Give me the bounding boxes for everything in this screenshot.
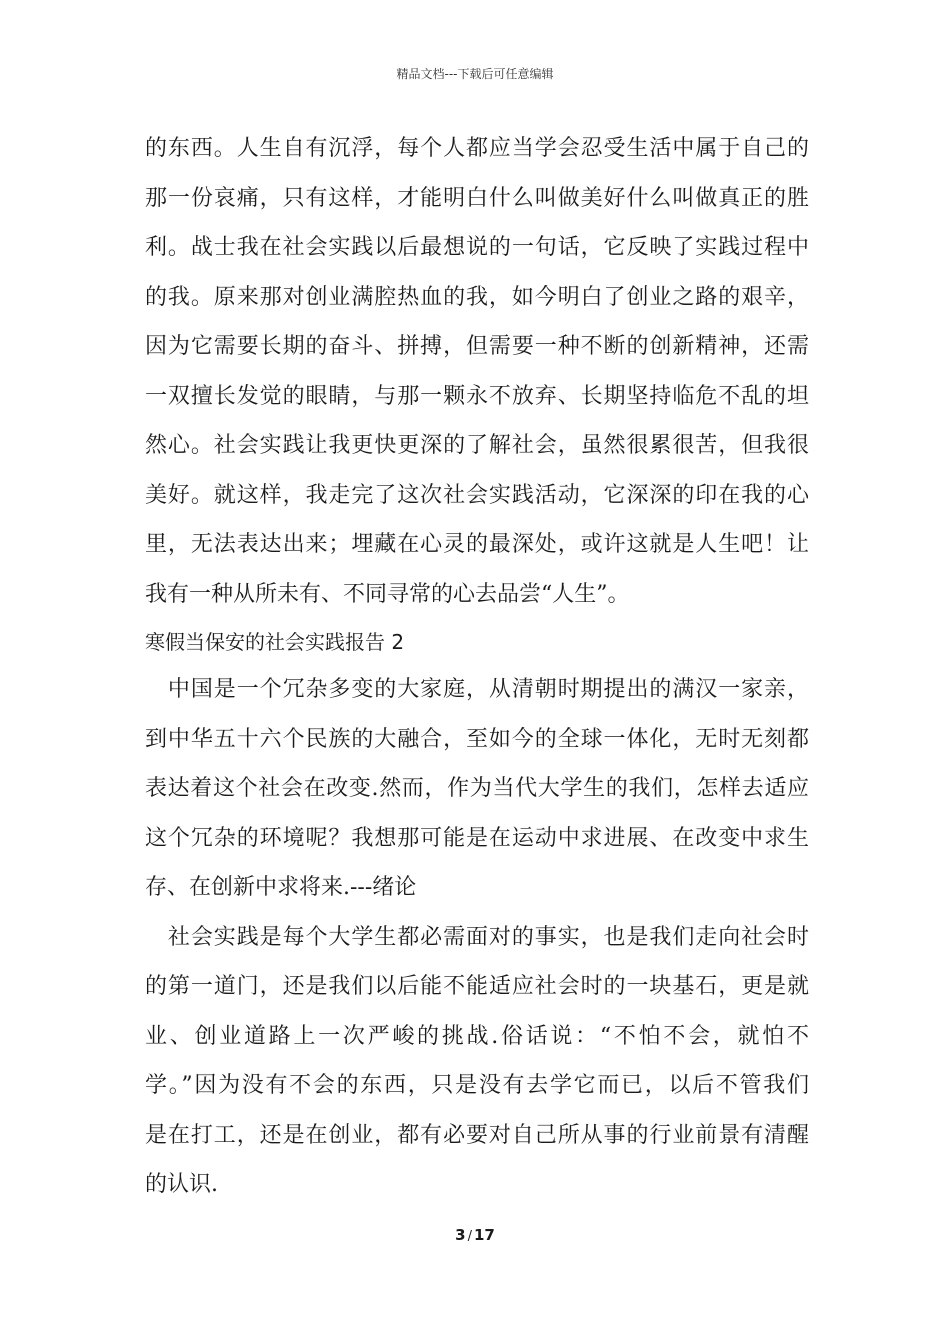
text-line: 表达着这个社会在改变.然而，作为当代大学生的我们，怎样去适应 xyxy=(145,776,809,801)
text-line: 中国是一个冗杂多变的大家庭，从清朝时期提出的满汉一家亲， xyxy=(145,677,809,702)
text-line: 这个冗杂的环境呢？我想那可能是在运动中求进展、在改变中求生 xyxy=(145,825,809,851)
text-line: 的认识. xyxy=(145,1172,218,1197)
page-header: 精品文档---下载后可任意编辑 xyxy=(396,67,554,81)
text-line: 那一份哀痛，只有这样，才能明白什么叫做美好什么叫做真正的胜 xyxy=(145,185,809,211)
paragraph-2 xyxy=(145,665,809,913)
text-line: 社会实践是每个大学生都必需面对的事实，也是我们走向社会时 xyxy=(145,924,809,950)
page-separator: / xyxy=(467,1229,472,1244)
document-body xyxy=(145,124,809,1210)
text-line: 到中华五十六个民族的大融合，至如今的全球一体化，无时无刻都 xyxy=(145,726,809,752)
text-line: 我有一种从所未有、不同寻常的心去品尝“人生”。 xyxy=(145,581,630,607)
text-line: 利。战士我在社会实践以后最想说的一句话，它反映了实践过程中 xyxy=(145,235,809,260)
current-page: 3 xyxy=(455,1226,466,1244)
text-line: 的东西。人生自有沉浮，每个人都应当学会忍受生活中属于自己的 xyxy=(145,136,809,161)
text-line: 的我。原来那对创业满腔热血的我，如今明白了创业之路的艰辛， xyxy=(145,284,809,310)
text-line: 里，无法表达出来；埋藏在心灵的最深处，或许这就是人生吧！让 xyxy=(145,532,809,557)
text-line: 因为它需要长期的奋斗、拼搏，但需要一种不断的创新精神，还需 xyxy=(145,334,809,359)
text-line: 一双擅长发觉的眼睛，与那一颗永不放弃、长期坚持临危不乱的坦 xyxy=(145,383,809,409)
text-line: 然心。社会实践让我更快更深的了解社会，虽然很累很苦，但我很 xyxy=(145,433,809,458)
text-line: 学。”因为没有不会的东西，只是没有去学它而已，以后不管我们 xyxy=(145,1073,809,1098)
total-pages: 17 xyxy=(473,1226,495,1244)
text-line: 的第一道门，还是我们以后能不能适应社会时的一块基石，更是就 xyxy=(145,974,809,999)
paragraph-3 xyxy=(145,913,809,1210)
text-line: 存、在创新中求将来.---绪论 xyxy=(145,875,417,900)
text-line: 业、创业道路上一次严峻的挑战.俗话说：“不怕不会，就怕不 xyxy=(145,1023,809,1049)
section-title: 寒假当保安的社会实践报告 2 xyxy=(145,630,405,654)
text-line: 是在打工，还是在创业，都有必要对自己所从事的行业前景有清醒 xyxy=(145,1122,809,1148)
paragraph-1 xyxy=(145,124,809,619)
text-line: 美好。就这样，我走完了这次社会实践活动，它深深的印在我的心 xyxy=(145,482,809,508)
page-number xyxy=(0,1226,950,1244)
